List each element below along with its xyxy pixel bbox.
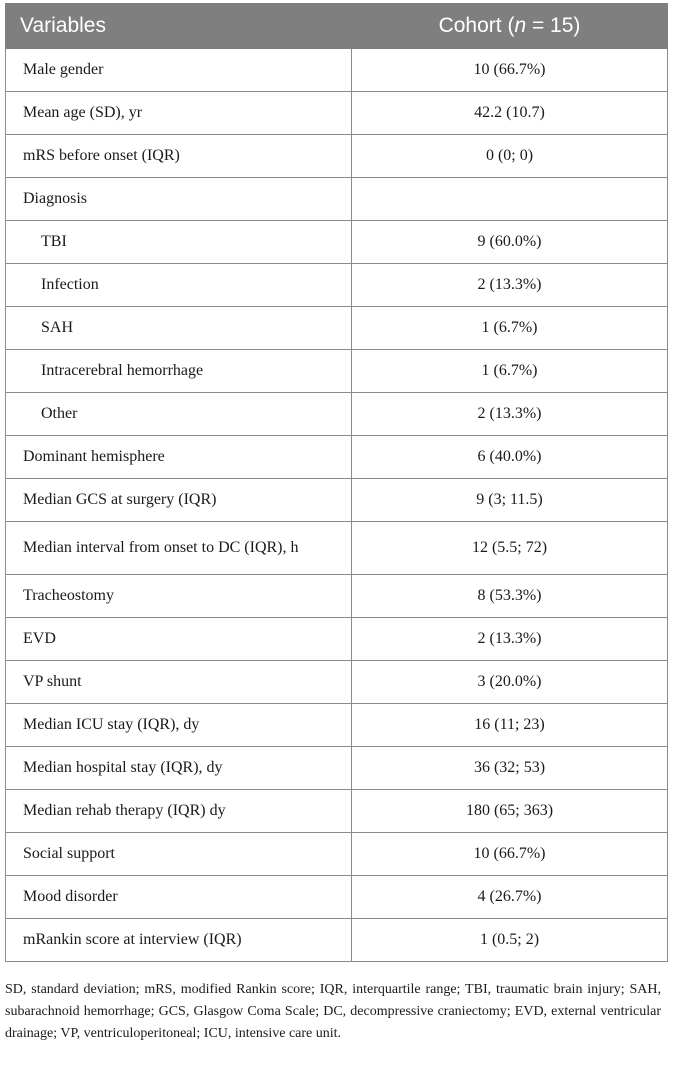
table-row [6, 919, 668, 962]
cohort-value-cell: 180 (65; 363) [352, 790, 668, 833]
cohort-value-cell: 9 (3; 11.5) [352, 479, 668, 522]
table-row [6, 49, 668, 92]
cohort-value-cell: 6 (40.0%) [352, 436, 668, 479]
table-row [6, 833, 668, 876]
cohort-value-cell: 42.2 (10.7) [352, 92, 668, 135]
table-row [6, 704, 668, 747]
variable-cell: mRankin score at interview (IQR) [6, 919, 352, 962]
variable-cell: Mood disorder [6, 876, 352, 919]
cohort-value-cell [352, 178, 668, 221]
cohort-value-cell: 1 (0.5; 2) [352, 919, 668, 962]
cohort-value-cell: 10 (66.7%) [352, 833, 668, 876]
cohort-value-cell: 3 (20.0%) [352, 661, 668, 704]
variable-cell: Male gender [6, 49, 352, 92]
cohort-value-cell: 9 (60.0%) [352, 221, 668, 264]
variable-cell: Other [6, 393, 352, 436]
variable-cell: Median GCS at surgery (IQR) [6, 479, 352, 522]
variable-cell: TBI [6, 221, 352, 264]
cohort-value-cell: 2 (13.3%) [352, 264, 668, 307]
table-row [6, 264, 668, 307]
variable-cell: Tracheostomy [6, 575, 352, 618]
table-row [6, 350, 668, 393]
cohort-value-cell: 12 (5.5; 72) [352, 522, 668, 575]
table-row [6, 92, 668, 135]
table-row [6, 135, 668, 178]
header-row [6, 4, 668, 49]
variable-cell: Median hospital stay (IQR), dy [6, 747, 352, 790]
cohort-value-cell: 36 (32; 53) [352, 747, 668, 790]
table-row [6, 876, 668, 919]
cohort-value-cell: 2 (13.3%) [352, 618, 668, 661]
table-row [6, 661, 668, 704]
variable-cell: Social support [6, 833, 352, 876]
cohort-value-cell: 1 (6.7%) [352, 350, 668, 393]
table-row [6, 436, 668, 479]
header-cohort-n: n [514, 14, 527, 37]
table-row [6, 393, 668, 436]
header-variables: Variables [6, 4, 352, 49]
variable-cell: mRS before onset (IQR) [6, 135, 352, 178]
header-cohort-prefix: Cohort ( [438, 14, 515, 37]
variable-cell: Dominant hemisphere [6, 436, 352, 479]
table-row [6, 790, 668, 833]
variable-cell: Diagnosis [6, 178, 352, 221]
cohort-value-cell: 0 (0; 0) [352, 135, 668, 178]
header-cohort [352, 4, 668, 49]
cohort-value-cell: 4 (26.7%) [352, 876, 668, 919]
cohort-value-cell: 16 (11; 23) [352, 704, 668, 747]
variable-cell: Median interval from onset to DC (IQR), h [6, 522, 352, 575]
cohort-value-cell: 8 (53.3%) [352, 575, 668, 618]
variable-cell: VP shunt [6, 661, 352, 704]
table-row [6, 479, 668, 522]
variable-cell: Intracerebral hemorrhage [6, 350, 352, 393]
cohort-value-cell: 1 (6.7%) [352, 307, 668, 350]
cohort-characteristics-table [5, 3, 668, 962]
table-row [6, 575, 668, 618]
table-row [6, 178, 668, 221]
table-row [6, 747, 668, 790]
cohort-value-cell: 10 (66.7%) [352, 49, 668, 92]
table-row [6, 307, 668, 350]
variable-cell: Median ICU stay (IQR), dy [6, 704, 352, 747]
variable-cell: SAH [6, 307, 352, 350]
table-body [6, 49, 668, 962]
variable-cell: EVD [6, 618, 352, 661]
cohort-value-cell: 2 (13.3%) [352, 393, 668, 436]
header-cohort-suffix: = 15) [526, 14, 581, 37]
table-container [5, 3, 667, 1045]
table-row [6, 618, 668, 661]
variable-cell: Median rehab therapy (IQR) dy [6, 790, 352, 833]
table-footnote: SD, standard deviation; mRS, modified Rankin score; IQR, interquartile range; TBI, traumatic brain injury; SAH, subarachnoid hemorrhage; GCS, Glasgow Coma Scale; DC, decompressive craniectomy; EVD, external ventricular drainage; VP, ventriculoperitoneal; ICU, intensive care unit. [5, 982, 661, 1041]
variable-cell: Infection [6, 264, 352, 307]
table-row [6, 221, 668, 264]
table-row [6, 522, 668, 575]
variable-cell: Mean age (SD), yr [6, 92, 352, 135]
